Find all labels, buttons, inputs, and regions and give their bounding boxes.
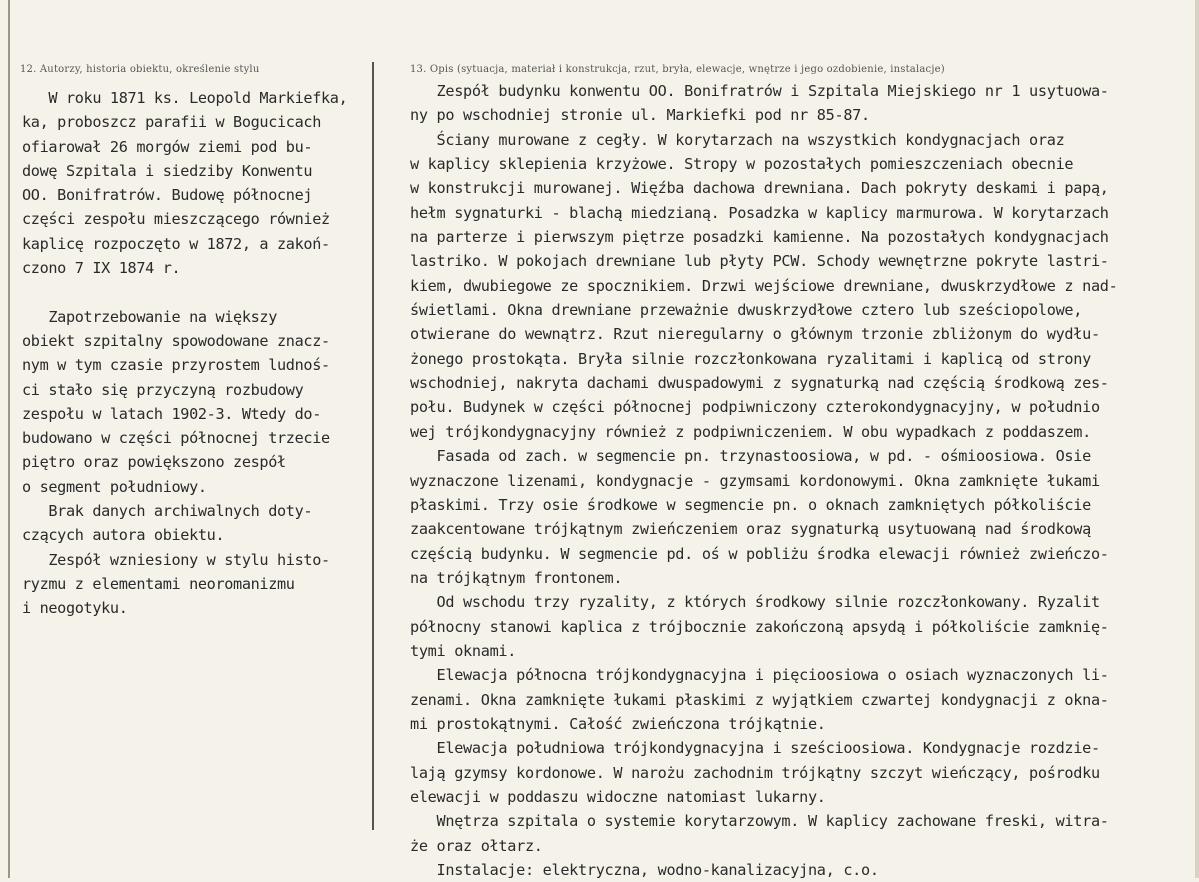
text-line: ci stało się przyczyną rozbudowy — [22, 380, 304, 399]
text-line: dowę Szpitala i siedziby Konwentu — [22, 161, 313, 180]
text-line: na trójkątnym frontonem. — [410, 568, 623, 587]
text-line: Ściany murowane z cegły. W korytarzach na wszystkich kondygnacjach oraz — [410, 130, 1065, 149]
text-line: hełm sygnaturki - blachą miedzianą. Posadzka w kaplicy marmurowa. W korytarzach — [410, 203, 1109, 222]
text-line: zaakcentowane trójkątnym zwieńczeniem oraz sygnaturką usytuowaną nad środkową — [410, 520, 1091, 539]
text-line: częścią budynku. W segmencie pd. oś w pobliżu środka elewacji również zwieńczo- — [410, 544, 1109, 563]
section-13-header: 13. Opis (sytuacja, materiał i konstrukcja, rzut, bryła, elewacje, wnętrze i jego ozdobienie, instalacje) — [410, 64, 945, 75]
text-line: tymi oknami. — [410, 641, 517, 660]
text-line: lastriko. W pokojach drewniane lub płyty PCW. Schody wewnętrzne pokryte lastri- — [410, 252, 1109, 271]
text-line: połu. Budynek w części północnej podpiwniczony czterokondygnacyjny, w południo — [410, 398, 1100, 417]
text-line: północny stanowi kaplica z trójbocznie zakończoną apsydą i półkoliście zamknię- — [410, 617, 1109, 636]
text-line: Elewacja północna trójkondygnacyjna i pięcioosiowa o osiach wyznaczonych li- — [410, 666, 1109, 685]
text-line: ny po wschodniej stronie ul. Markiefki pod nr 85-87. — [410, 106, 870, 125]
text-line: na parterze i pierwszym piętrze posadzki kamienne. Na pozostałych kondygnacjach — [410, 228, 1109, 247]
text-line: Zapotrzebowanie na większy — [22, 307, 278, 326]
text-line: Fasada od zach. w segmencie pn. trzynastoosiowa, w pd. - ośmioosiowa. Osie — [410, 447, 1091, 466]
section-12-header: 12. Autorzy, historia obiektu, określenie stylu — [20, 64, 260, 75]
text-line: zespołu w latach 1902-3. Wtedy do- — [22, 404, 321, 423]
text-line: OO. Bonifratrów. Budowę północnej — [22, 186, 313, 205]
description-column — [410, 79, 1196, 882]
text-line: wej trójkondygnacyjny również z podpiwniczeniem. W obu wypadkach z poddaszem. — [410, 422, 1091, 441]
text-line: Zespół wzniesiony w stylu histo- — [22, 550, 330, 569]
text-line: czących autora obiektu. — [22, 526, 225, 545]
text-line — [22, 280, 374, 304]
text-line: świetlami. Okna drewniane przeważnie dwuskrzydłowe cztero lub sześciopolowe, — [410, 301, 1083, 320]
text-line: wschodniej, nakryta dachami dwuspadowymi z sygnaturką nad częścią środkową zes- — [410, 374, 1109, 393]
text-line: elewacji w poddaszu widoczne natomiast lukarny. — [410, 787, 826, 806]
text-line: ryzmu z elementami neoromanizmu — [22, 574, 295, 593]
text-line: płaskimi. Trzy osie środkowe w segmencie pn. o oknach zamkniętych półkoliście — [410, 495, 1091, 514]
text-line: mi prostokątnymi. Całość zwieńczona trójkątnie. — [410, 714, 826, 733]
card-left-edge — [8, 0, 10, 878]
text-line: kaplicę rozpoczęto w 1872, a zakoń- — [22, 234, 330, 253]
text-line: o segment południowy. — [22, 477, 207, 496]
text-line: wyznaczone lizenami, kondygnacje - gzymsami kordonowymi. Okna zamknięte łukami — [410, 471, 1100, 490]
text-line: lają gzymsy kordonowe. W narożu zachodnim trójkątny szczyt wieńczący, pośrodku — [410, 763, 1100, 782]
text-line: W roku 1871 ks. Leopold Markiefka, — [22, 89, 348, 107]
text-line: nym w tym czasie przyrostem ludnoś- — [22, 356, 330, 375]
text-line: że oraz ołtarz. — [410, 836, 543, 855]
text-line: piętro oraz powiększono zespół — [22, 453, 286, 472]
text-line: zenami. Okna zamknięte łukami płaskimi z wyjątkiem czwartej kondygnacji z okna- — [410, 690, 1109, 709]
text-line: Od wschodu trzy ryzality, z których środkowy silnie rozczłonkowany. Ryzalit — [410, 593, 1100, 612]
text-line: żonego prostokąta. Bryła silnie rozczłonkowana ryzalitami i kaplicą od strony — [410, 349, 1091, 368]
text-line: w kaplicy sklepienia krzyżowe. Stropy w pozostałych pomieszczeniach obecnie — [410, 155, 1074, 174]
text-line: Elewacja południowa trójkondygnacyjna i sześcioosiowa. Kondygnacje rozdzie- — [410, 739, 1100, 758]
text-line: budowano w części północnej trzecie — [22, 429, 330, 448]
text-line: Wnętrza szpitala o systemie korytarzowym. W kaplicy zachowane freski, witra- — [410, 812, 1109, 831]
text-line: otwierane do wewnątrz. Rzut nieregularny o głównym trzonie zbliżonym do wydłu- — [410, 325, 1100, 344]
text-line: Zespół budynku konwentu OO. Bonifratrów i Szpitala Miejskiego nr 1 usytuowa- — [410, 82, 1109, 100]
text-line: czono 7 IX 1874 r. — [22, 259, 181, 278]
history-column — [22, 86, 374, 621]
text-line: ofiarował 26 morgów ziemi pod bu- — [22, 137, 313, 156]
text-line: Instalacje: elektryczna, wodno-kanalizacyjna, c.o. — [410, 861, 879, 879]
text-line: obiekt szpitalny spowodowane znacz- — [22, 331, 330, 350]
text-line: kiem, dwubiegowe ze spocznikiem. Drzwi wejściowe drewniane, dwuskrzydłowe z nad- — [410, 276, 1118, 295]
text-line: w konstrukcji murowanej. Więźba dachowa drewniana. Dach pokryty deskami i papą, — [410, 179, 1109, 198]
text-line: Brak danych archiwalnych doty- — [22, 502, 313, 521]
text-line: i neogotyku. — [22, 599, 128, 618]
text-line: ka, proboszcz parafii w Bogucicach — [22, 113, 321, 132]
text-line: części zespołu mieszczącego również — [22, 210, 330, 229]
